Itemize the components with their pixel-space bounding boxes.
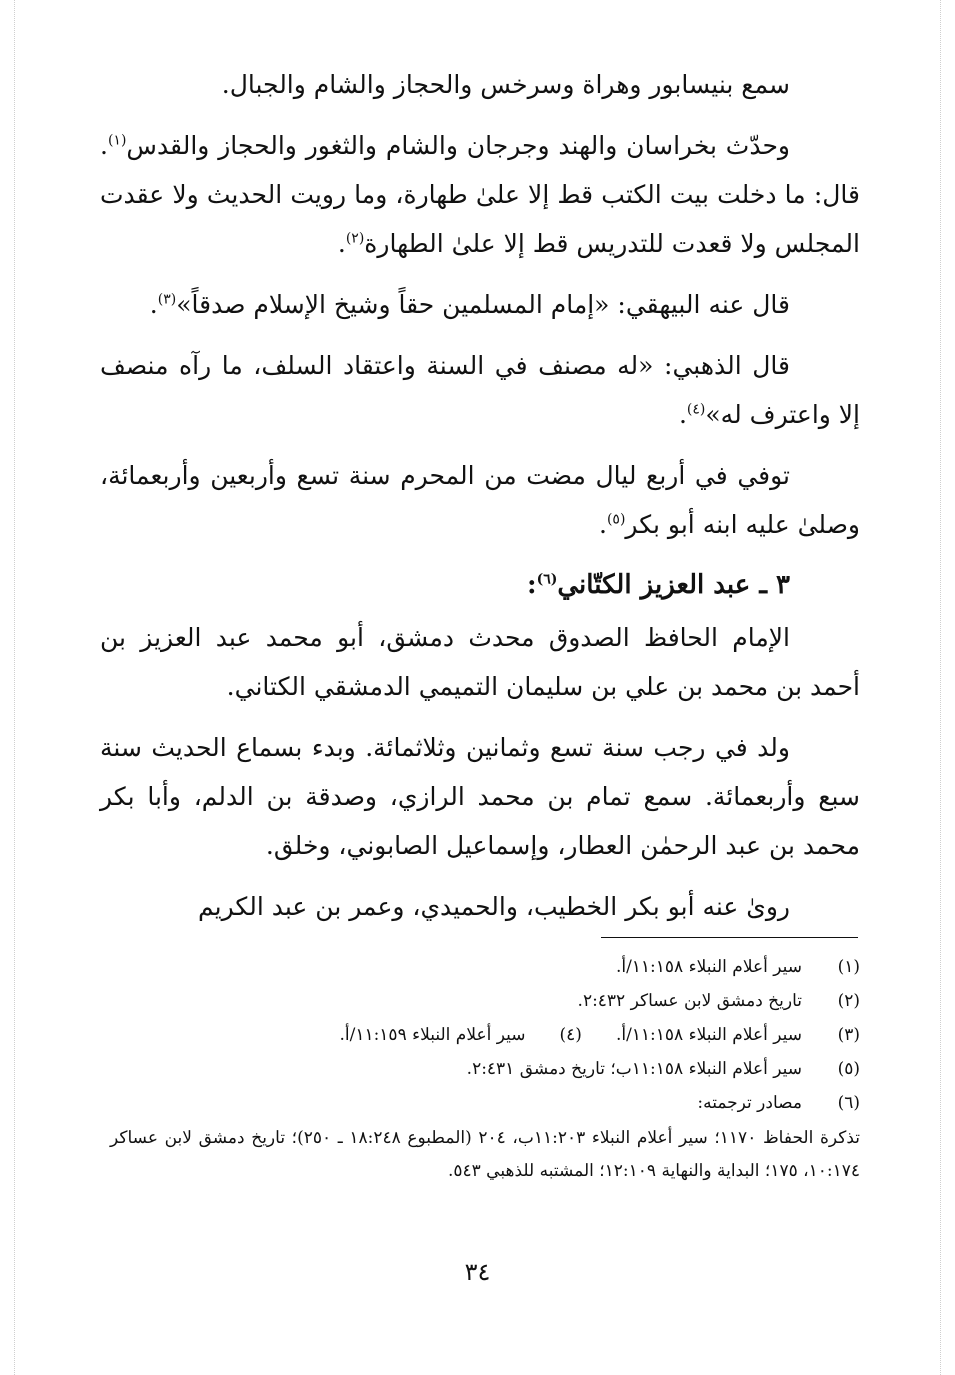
paragraph-3: قال عنه البيهقي: «إمام المسلمين حقاً وشيخ الإسلام صدقاً»$^{(٣)}$. [149,290,790,319]
footnote-ref: (٤) [686,401,706,418]
footnotes [110,950,860,1188]
paragraph-1: سمع بنيسابور وهراة وسرخس والحجاز والشام والجبال. [221,70,790,99]
footnote-3-4: (٣) سير أعلام النبلاء ١١:١٥٨/أ.(٤)سير أعلام النبلاء ١١:١٥٩/أ. [339,1025,860,1045]
footnote-1: (١) سير أعلام النبلاء ١١:١٥٨/أ. [615,957,860,977]
section-heading: ٣ ـ عبد العزيز الكتّاني$^{(٦)}$: [527,570,790,600]
paragraph-8: روىٰ عنه أبو بكر الخطيب، والحميدي، وعمر بن عبد الكريم [198,892,790,921]
paragraph-6: الإمام الحافظ الصدوق محدث دمشق، أبو محمد عبد العزيز بن أحمد بن محمد بن علي بن سليمان التميمي الدمشقي الكتاني. [100,623,860,701]
footnote-4-number: (٤) [559,1025,582,1045]
margin-guide [940,0,941,1375]
paragraph-2: وحدّث بخراسان والهند وجرجان والشام والثغور والحجاز والقدس$^{(١)}$. قال: ما دخلت بيت الكتب قط إلا علىٰ طهارة، وما رويت الحديث ولا عقدت المجلس ولا قعدت للتدريس قط إلا علىٰ الطهارة$^{(٢)}$. [100,131,860,258]
footnote-5: (٥) سير أعلام النبلاء ١١:١٥٨ب؛ تاريخ دمشق ٢:٤٣١. [466,1059,860,1079]
footnote-ref: (٣) [157,291,177,308]
footnote-6: (٦) مصادر ترجمته: [697,1093,860,1113]
footnote-ref: (١) [107,132,127,149]
paragraph-5: توفي في أربع ليال مضت من المحرم سنة تسع وأربعين وأربعمائة، وصلىٰ عليه ابنه أبو بكر$^{(٥)}$. [100,461,860,539]
paragraph-7: ولد في رجب سنة تسع وثمانين وثلاثمائة. وبدء بسماع الحديث سنة سبع وأربعمائة. سمع تمام بن محمد الرازي، وصدقة بن الدلم، وأبا بكر محمد بن عبد الرحمٰن العطار، وإسماعيل الصابوني، وخلق. [100,733,860,860]
footnote-ref: (٢) [345,230,365,247]
footnote-2: (٢) تاريخ دمشق لابن عساكر ٢:٤٣٢. [577,991,860,1011]
paragraph-4: قال الذهبي: «له مصنف في السنة واعتقاد السلف، ما رآه منصف إلا واعترف له»$^{(٤)}$. [100,351,860,429]
page-body [100,60,860,943]
margin-guide [14,0,15,1375]
footnote-6-sources: تذكرة الحفاظ ١١٧٠؛ سير أعلام النبلاء ١١:٢٠٣ب، ٢٠٤ (المطبوع ١٨:٢٤٨ ـ ٢٥٠)؛ تاريخ دمشق لابن عساكر ١٠:١٧٤، ١٧٥؛ البداية والنهاية ١٢:١٠٩؛ المشتبه للذهبي ٥٤٣. [110,1128,860,1181]
page-number: ٣٤ [464,1258,491,1286]
footnote-separator [601,937,858,938]
footnote-ref: (٦) [536,571,558,588]
footnote-ref: (٥) [606,511,626,528]
